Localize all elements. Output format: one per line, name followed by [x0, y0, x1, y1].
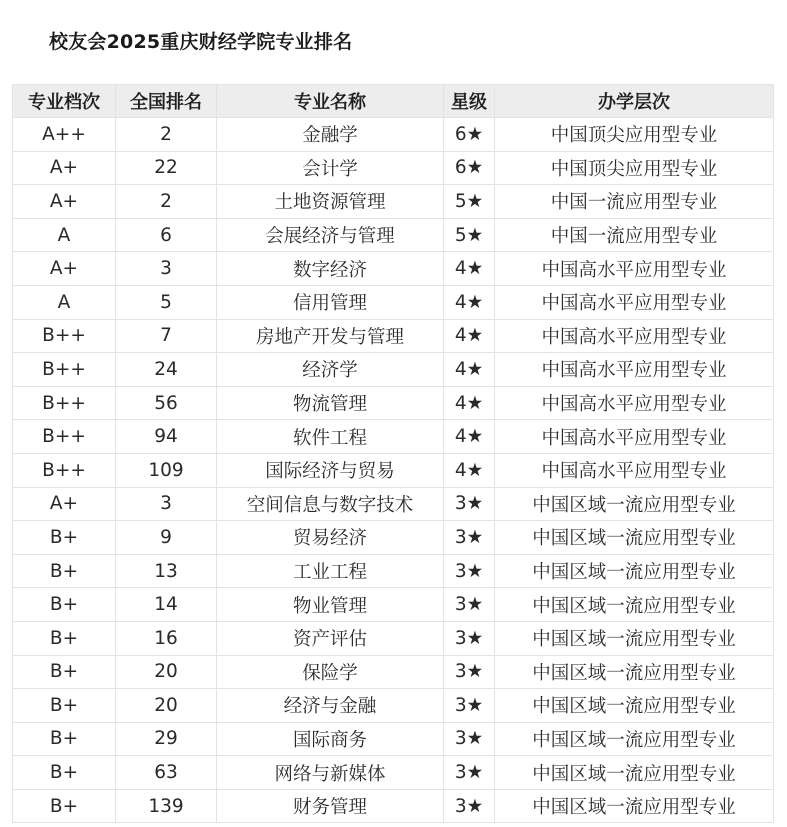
cell-level: 中国区域一流应用型专业 [495, 689, 774, 723]
table-row [13, 521, 774, 555]
cell-level: 中国高水平应用型专业 [495, 319, 774, 353]
cell-stars: 3★ [444, 756, 495, 790]
cell-tier: B+ [13, 521, 116, 555]
cell-level: 中国区域一流应用型专业 [495, 722, 774, 756]
table-row [13, 118, 774, 152]
cell-tier: B+ [13, 655, 116, 689]
cell-rank: 22 [116, 151, 217, 185]
table-row [13, 722, 774, 756]
cell-level: 中国一流应用型专业 [495, 218, 774, 252]
header-rank: 全国排名 [116, 85, 217, 118]
cell-tier: A [13, 218, 116, 252]
cell-rank: 9 [116, 521, 217, 555]
cell-rank: 94 [116, 420, 217, 454]
cell-tier: B++ [13, 420, 116, 454]
cell-tier: A+ [13, 252, 116, 286]
cell-major-name: 土地资源管理 [217, 185, 444, 219]
cell-rank: 20 [116, 655, 217, 689]
cell-tier: B+ [13, 722, 116, 756]
cell-major-name: 经济学 [217, 353, 444, 387]
table-row [13, 319, 774, 353]
cell-stars: 3★ [444, 722, 495, 756]
cell-stars: 4★ [444, 453, 495, 487]
cell-major-name: 贸易经济 [217, 521, 444, 555]
cell-level: 中国顶尖应用型专业 [495, 151, 774, 185]
cell-major-name: 信用管理 [217, 285, 444, 319]
cell-tier: B+ [13, 554, 116, 588]
table-body [13, 118, 774, 823]
cell-rank: 14 [116, 588, 217, 622]
table-row [13, 453, 774, 487]
cell-tier: A++ [13, 118, 116, 152]
cell-stars: 3★ [444, 789, 495, 823]
header-major-name: 专业名称 [217, 85, 444, 118]
cell-level: 中国高水平应用型专业 [495, 353, 774, 387]
cell-rank: 13 [116, 554, 217, 588]
cell-major-name: 国际商务 [217, 722, 444, 756]
cell-stars: 4★ [444, 319, 495, 353]
table-row [13, 689, 774, 723]
cell-level: 中国高水平应用型专业 [495, 420, 774, 454]
cell-rank: 3 [116, 487, 217, 521]
cell-tier: B++ [13, 386, 116, 420]
cell-rank: 29 [116, 722, 217, 756]
cell-tier: A+ [13, 487, 116, 521]
cell-rank: 20 [116, 689, 217, 723]
cell-stars: 6★ [444, 118, 495, 152]
table-row [13, 353, 774, 387]
table-row [13, 285, 774, 319]
table-row [13, 420, 774, 454]
cell-major-name: 房地产开发与管理 [217, 319, 444, 353]
cell-stars: 5★ [444, 185, 495, 219]
cell-tier: A [13, 285, 116, 319]
cell-stars: 4★ [444, 353, 495, 387]
cell-tier: B++ [13, 453, 116, 487]
table-row [13, 218, 774, 252]
cell-stars: 3★ [444, 521, 495, 555]
cell-level: 中国区域一流应用型专业 [495, 655, 774, 689]
cell-major-name: 工业工程 [217, 554, 444, 588]
cell-major-name: 财务管理 [217, 789, 444, 823]
cell-level: 中国区域一流应用型专业 [495, 789, 774, 823]
cell-stars: 3★ [444, 588, 495, 622]
table-row [13, 487, 774, 521]
table-row [13, 185, 774, 219]
cell-stars: 3★ [444, 621, 495, 655]
cell-stars: 4★ [444, 386, 495, 420]
cell-tier: B+ [13, 756, 116, 790]
cell-stars: 4★ [444, 285, 495, 319]
cell-major-name: 国际经济与贸易 [217, 453, 444, 487]
table-row [13, 756, 774, 790]
cell-level: 中国高水平应用型专业 [495, 252, 774, 286]
cell-rank: 5 [116, 285, 217, 319]
cell-rank: 109 [116, 453, 217, 487]
table-row [13, 588, 774, 622]
cell-stars: 3★ [444, 689, 495, 723]
cell-level: 中国区域一流应用型专业 [495, 588, 774, 622]
cell-stars: 5★ [444, 218, 495, 252]
header-stars: 星级 [444, 85, 495, 118]
table-row [13, 554, 774, 588]
header-level: 办学层次 [495, 85, 774, 118]
cell-tier: A+ [13, 185, 116, 219]
cell-level: 中国高水平应用型专业 [495, 386, 774, 420]
table-row [13, 252, 774, 286]
major-ranking-table [12, 84, 774, 823]
cell-level: 中国高水平应用型专业 [495, 453, 774, 487]
cell-stars: 3★ [444, 487, 495, 521]
cell-level: 中国一流应用型专业 [495, 185, 774, 219]
cell-stars: 6★ [444, 151, 495, 185]
cell-level: 中国区域一流应用型专业 [495, 621, 774, 655]
cell-stars: 4★ [444, 252, 495, 286]
cell-rank: 24 [116, 353, 217, 387]
cell-major-name: 保险学 [217, 655, 444, 689]
cell-major-name: 空间信息与数字技术 [217, 487, 444, 521]
cell-tier: B++ [13, 319, 116, 353]
cell-major-name: 物流管理 [217, 386, 444, 420]
cell-stars: 4★ [444, 420, 495, 454]
cell-rank: 3 [116, 252, 217, 286]
cell-rank: 63 [116, 756, 217, 790]
cell-rank: 139 [116, 789, 217, 823]
cell-rank: 56 [116, 386, 217, 420]
cell-major-name: 网络与新媒体 [217, 756, 444, 790]
cell-major-name: 会展经济与管理 [217, 218, 444, 252]
cell-stars: 3★ [444, 655, 495, 689]
cell-tier: B+ [13, 588, 116, 622]
table-row [13, 789, 774, 823]
cell-major-name: 资产评估 [217, 621, 444, 655]
cell-tier: B+ [13, 621, 116, 655]
cell-tier: A+ [13, 151, 116, 185]
cell-level: 中国区域一流应用型专业 [495, 487, 774, 521]
cell-tier: B++ [13, 353, 116, 387]
table-header [13, 85, 774, 118]
cell-major-name: 物业管理 [217, 588, 444, 622]
table-row [13, 151, 774, 185]
cell-stars: 3★ [444, 554, 495, 588]
cell-level: 中国区域一流应用型专业 [495, 554, 774, 588]
cell-major-name: 金融学 [217, 118, 444, 152]
cell-rank: 16 [116, 621, 217, 655]
page-title: 校友会2025重庆财经学院专业排名 [49, 31, 353, 53]
cell-rank: 6 [116, 218, 217, 252]
cell-major-name: 软件工程 [217, 420, 444, 454]
cell-rank: 2 [116, 185, 217, 219]
cell-major-name: 数字经济 [217, 252, 444, 286]
cell-level: 中国高水平应用型专业 [495, 285, 774, 319]
header-row [13, 85, 774, 118]
cell-level: 中国顶尖应用型专业 [495, 118, 774, 152]
cell-rank: 2 [116, 118, 217, 152]
cell-level: 中国区域一流应用型专业 [495, 521, 774, 555]
table-row [13, 386, 774, 420]
cell-major-name: 会计学 [217, 151, 444, 185]
table-row [13, 621, 774, 655]
cell-major-name: 经济与金融 [217, 689, 444, 723]
table-row [13, 655, 774, 689]
cell-rank: 7 [116, 319, 217, 353]
cell-level: 中国区域一流应用型专业 [495, 756, 774, 790]
cell-tier: B+ [13, 789, 116, 823]
header-tier: 专业档次 [13, 85, 116, 118]
cell-tier: B+ [13, 689, 116, 723]
